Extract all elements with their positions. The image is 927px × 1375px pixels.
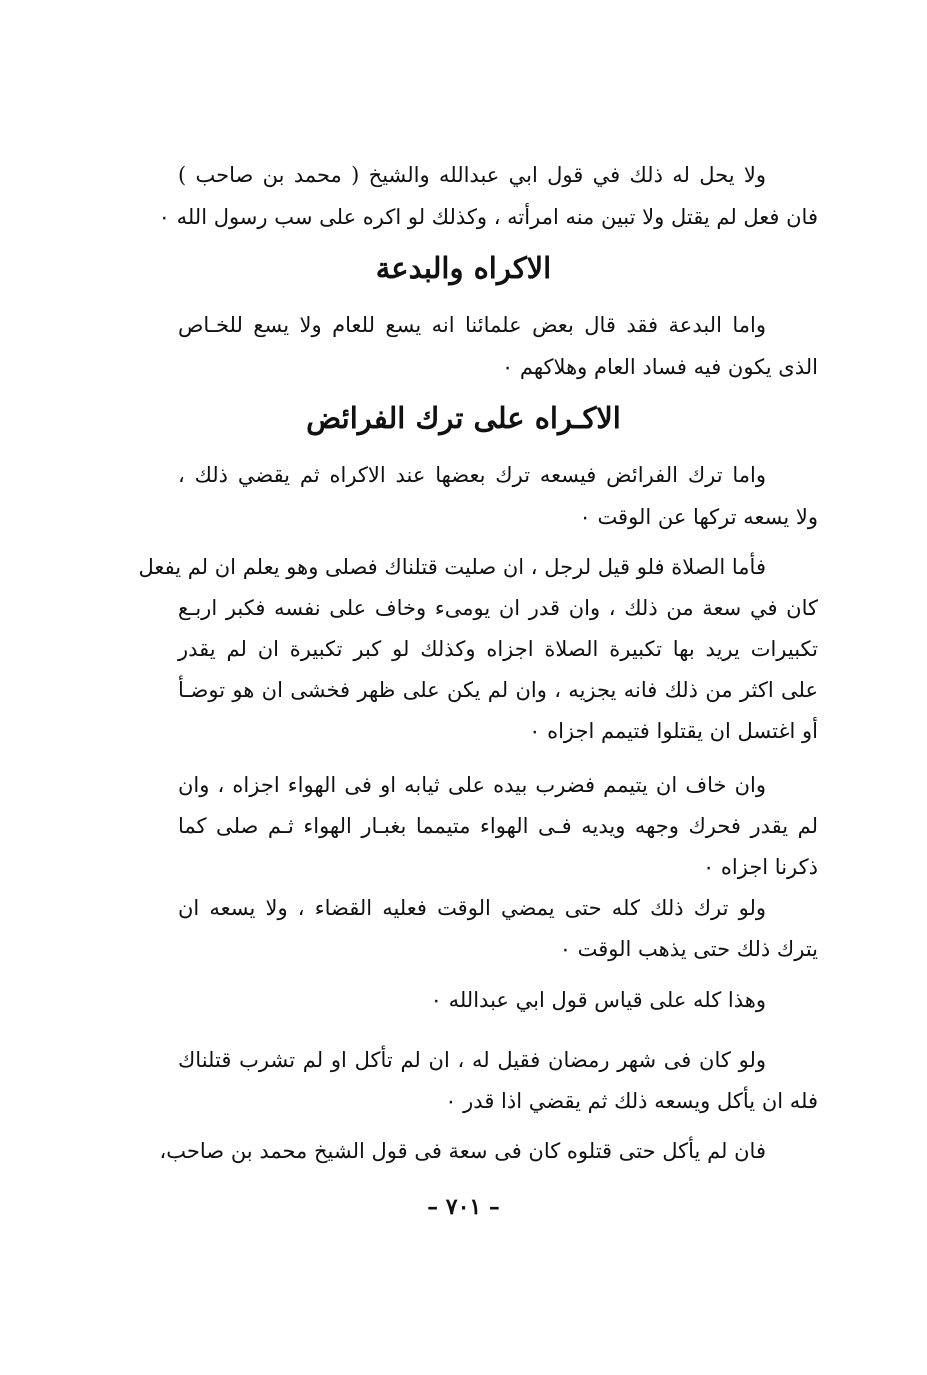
text-line: وهذا كله على قياس قول ابي عبدالله ٠ bbox=[430, 988, 766, 1012]
section-heading-coercion-on-abandoning-obligations: الاكـراه على ترك الفرائض bbox=[306, 401, 621, 435]
text-line: ولو ترك ذلك كله حتى يمضي الوقت فعليه القضاء ، ولا يسعه ان bbox=[178, 896, 766, 920]
text-line: ذكرنا اجزاه ٠ bbox=[702, 855, 818, 879]
text-line: فله ان يأكل ويسعه ذلك ثم يقضي اذا قدر ٠ bbox=[445, 1089, 818, 1113]
text-line: الذى يكون فيه فساد العام وهلاكهم ٠ bbox=[501, 355, 818, 379]
text-line: كان في سعة من ذلك ، وان قدر ان يومىء وخاف على نفسه فكبر اربـع bbox=[178, 596, 818, 620]
text-line: يترك ذلك حتى يذهب الوقت ٠ bbox=[559, 937, 818, 961]
text-line: واما ترك الفرائض فيسعه ترك بعضها عند الاكراه ثم يقضي ذلك ، bbox=[178, 463, 766, 487]
text-line: ولا يحل له ذلك في قول ابي عبدالله والشيخ ( محمد بن صاحب ) bbox=[178, 163, 766, 187]
page-number: – ٧٠١ – bbox=[427, 1194, 500, 1220]
text-line: فان لم يأكل حتى قتلوه كان فى سعة فى قول الشيخ محمد بن صاحب، bbox=[159, 1139, 766, 1163]
text-line: فأما الصلاة فلو قيل لرجل ، ان صليت قتلناك فصلى وهو يعلم ان لم يفعل bbox=[138, 555, 766, 579]
text-line: واما البدعة فقد قال بعض علمائنا انه يسع للعام ولا يسع للخـاص bbox=[178, 313, 766, 337]
text-line: تكبيرات يريد بها تكبيرة الصلاة اجزاه وكذلك لو كبر تكبيرة ان لم يقدر bbox=[178, 637, 818, 661]
text-line: ولو كان فى شهر رمضان فقيل له ، ان لم تأكل او لم تشرب قتلناك bbox=[178, 1048, 766, 1072]
text-line: لم يقدر فحرك وجهه ويديه فـى الهواء متيمما بغبـار الهواء ثـم صلى كما bbox=[178, 814, 818, 838]
text-line: على اكثر من ذلك فانه يجزيه ، وان لم يكن على ظهر فخشى ان هو توضـأ bbox=[178, 678, 818, 702]
text-line: أو اغتسل ان يقتلوا فتيمم اجزاه ٠ bbox=[529, 719, 818, 743]
text-line: فان فعل لم يقتل ولا تبين منه امرأته ، وكذلك لو اكره على سب رسول الله ٠ bbox=[158, 205, 818, 229]
text-line: وان خاف ان يتيمم فضرب بيده على ثيابه او فى الهواء اجزاه ، وان bbox=[178, 773, 766, 797]
section-heading-coercion-and-innovation: الاكراه والبدعة bbox=[375, 251, 552, 285]
text-line: ولا يسعه تركها عن الوقت ٠ bbox=[579, 505, 818, 529]
